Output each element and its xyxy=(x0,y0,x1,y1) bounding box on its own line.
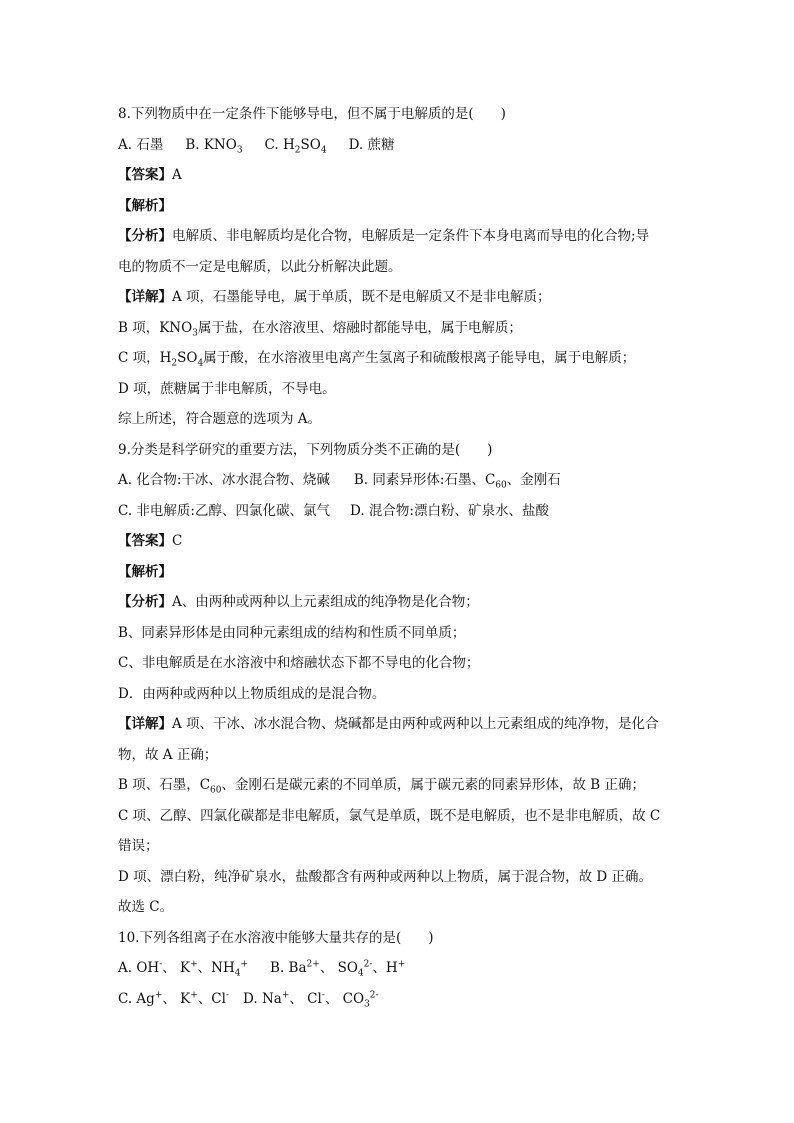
q10-stem: 10.下列各组离子在水溶液中能够大量共存的是( ) xyxy=(118,929,434,946)
document-page xyxy=(118,99,708,1014)
q8-fenxi-2: 电的物质不一定是电解质，以此分析解决此题。 xyxy=(118,258,402,275)
fenxi-text: A、由两种或两种以上元素组成的纯净物是化合物； xyxy=(172,594,479,610)
q10-option-d: D. Na+、 Cl-、 $CO_3^{2-}$ xyxy=(243,990,379,1010)
q8-detail-a xyxy=(118,282,708,313)
q8-option-a: A. 石墨 xyxy=(118,136,164,153)
q9-detail-a1 xyxy=(118,709,708,740)
q9-options-cd xyxy=(118,496,708,527)
q9-answer xyxy=(118,526,708,557)
q8-option-b: B. $KNO_3$ xyxy=(185,136,243,156)
q8-analysis-label: 【解析】 xyxy=(118,197,172,214)
fenxi-label: 【分析】 xyxy=(118,594,172,610)
q10-option-a: A. OH-、 K+、$NH_4^+$ xyxy=(118,959,249,979)
answer-value: A xyxy=(172,167,182,183)
q8-summary: 综上所述，符合题意的选项为 A。 xyxy=(118,411,322,427)
q8-stem: 8.下列物质中在一定条件下能够导电，但不属于电解质的是( ) xyxy=(118,106,506,122)
q9-option-c: C. 非电解质:乙醇、四氯化碳、氯气 xyxy=(118,502,330,519)
q10-option-c: C. Ag+、 K+、Cl- xyxy=(118,990,230,1007)
q9-fenxi-a xyxy=(118,587,708,618)
q8-options xyxy=(118,130,708,161)
answer-label: 【答案】 xyxy=(118,167,172,183)
q9-analysis-label: 【解析】 xyxy=(118,563,172,580)
detail-label: 【详解】 xyxy=(118,716,172,732)
q9-fenxi-d: D．由两种或两种以上物质组成的是混合物。 xyxy=(118,685,386,702)
q9-option-a: A. 化合物:干冰、冰水混合物、烧碱 xyxy=(118,472,330,488)
q9-fenxi-c: C、非电解质是在水溶液中和熔融状态下都不导电的化合物； xyxy=(118,655,480,671)
q9-detail-c1: C 项、乙醇、四氯化碳都是非电解质，氯气是单质，既不是电解质，也不是非电解质，故 C xyxy=(118,807,661,824)
q9-detail-b: B 项、石墨，$C_{60}$、金刚石是碳元素的不同单质，属于碳元素的同素异形体，故 B 正确； xyxy=(118,777,646,796)
q8-option-c: C. $H_2SO_4$ xyxy=(264,136,327,156)
fenxi-label: 【分析】 xyxy=(118,228,172,244)
q9-fenxi-b: B、同素异形体是由同种元素组成的结构和性质不同单质； xyxy=(118,624,466,641)
q10-options-cd xyxy=(118,984,708,1015)
q9-option-d: D. 混合物:漂白粉、矿泉水、盐酸 xyxy=(349,502,549,519)
q10-option-b: B. $Ba^{2+}$、 $SO_4^{2-}$、H+ xyxy=(270,959,406,979)
q9-stem: 9.分类是科学研究的重要方法，下列物质分类不正确的是( ) xyxy=(118,441,493,458)
detail-text: A 项，石墨能导电，属于单质，既不是电解质又不是非电解质； xyxy=(172,289,551,305)
q9-detail-d: D 项、漂白粉，纯净矿泉水，盐酸都含有两种或两种以上物质，属于混合物，故 D 正确。 xyxy=(118,868,653,885)
answer-label: 【答案】 xyxy=(118,533,172,549)
q8-detail-c: C 项，$H_2SO_4$属于酸，在水溶液里电离产生氢离子和硫酸根离子能导电，属于电解质； xyxy=(118,350,636,369)
q9-option-b: B. 同素异形体:石墨、$C_{60}$、金刚石 xyxy=(353,472,561,491)
q9-detail-a2: 物，故 A 正确； xyxy=(118,746,218,763)
detail-label: 【详解】 xyxy=(118,289,172,305)
q9-detail-c2: 错误； xyxy=(118,838,159,854)
detail-text: A 项、干冰、冰水混合物、烧碱都是由两种或两种以上元素组成的纯净物，是化合 xyxy=(172,716,659,732)
q9-options-ab xyxy=(118,465,708,496)
q9-summary: 故选 C。 xyxy=(118,899,174,915)
answer-value: C xyxy=(172,533,183,549)
fenxi-text: 电解质、非电解质均是化合物，电解质是一定条件下本身电离而导电的化合物;导 xyxy=(172,228,650,244)
q8-fenxi-1 xyxy=(118,221,708,252)
q8-detail-b: B 项，$KNO_3$属于盐，在水溶液里、熔融时都能导电，属于电解质； xyxy=(118,319,522,339)
q8-detail-d: D 项，蔗糖属于非电解质，不导电。 xyxy=(118,380,336,397)
q10-options-ab xyxy=(118,953,708,984)
q8-option-d: D. 蔗糖 xyxy=(348,136,395,153)
q8-answer xyxy=(118,160,708,191)
